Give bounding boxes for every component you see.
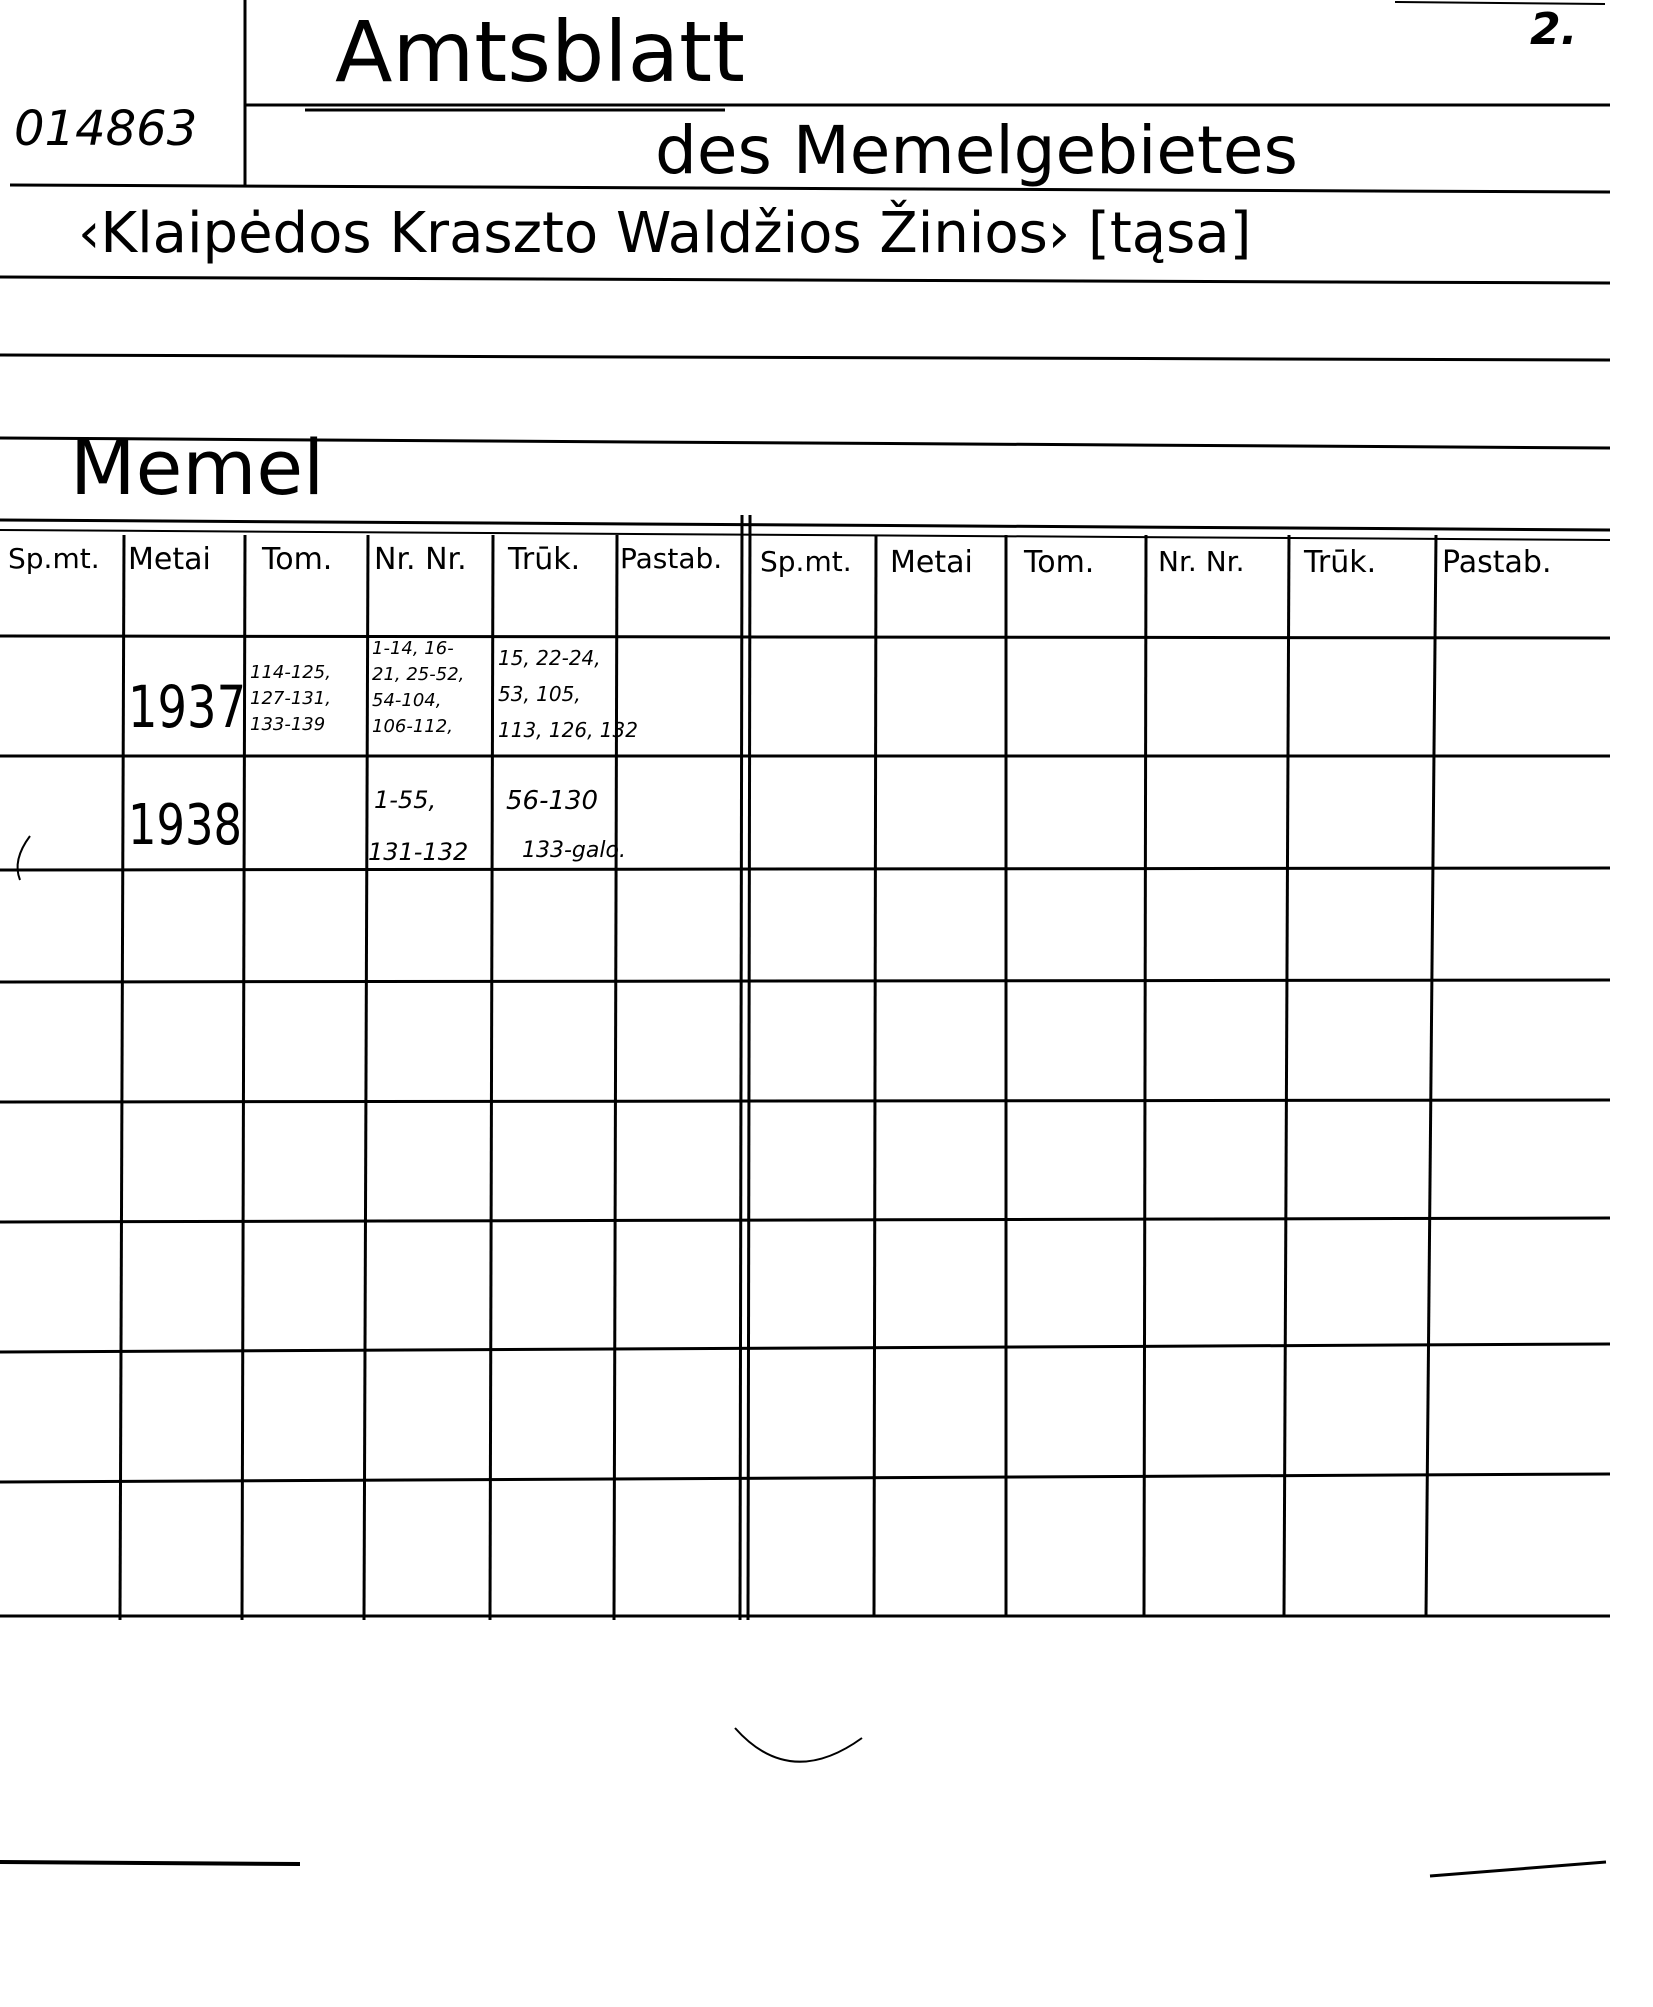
row-line-4 (0, 980, 1610, 982)
row-1938-truk-1: 56-130 (506, 786, 599, 816)
header-truk-right: Trūk. (1304, 545, 1377, 580)
table-top-2 (0, 530, 1610, 540)
col-line-5 (614, 535, 617, 1620)
row-1938-nrnr-2: 131-132 (368, 838, 469, 866)
row-1937-nrnr-3: 54-104, (372, 690, 442, 711)
bottom-rule-right (1430, 1862, 1606, 1876)
table-top-1 (0, 520, 1610, 530)
center-divider-2 (748, 515, 750, 1620)
row-1937-nrnr-1: 1-14, 16- (372, 638, 454, 659)
col-line-8 (1144, 535, 1146, 1616)
punch-hole-mark (735, 1728, 862, 1762)
header-pastab-right: Pastab. (1442, 545, 1552, 580)
col-line-9 (1284, 535, 1289, 1616)
header-nrnr-right: Nr. Nr. (1158, 545, 1245, 578)
col-line-6 (874, 535, 876, 1616)
row-1938-metai: 1938 (128, 793, 243, 858)
header-rule-4 (0, 355, 1610, 360)
col-line-10 (1426, 535, 1436, 1616)
title-line-3: ‹Klaipėdos Kraszto Waldžios Žinios› [tąsa] (78, 201, 1252, 266)
row-1937-tom-2: 127-131, (250, 688, 331, 709)
header-tom-right: Tom. (1024, 545, 1095, 580)
row-line-6 (0, 1218, 1610, 1222)
header-pastab-left: Pastab. (620, 542, 723, 575)
page-number: 2. (1530, 4, 1578, 55)
col-line-4 (490, 535, 493, 1620)
row-1937-truk-2: 53, 105, (498, 682, 581, 706)
header-truk-left: Trūk. (508, 542, 581, 577)
bottom-rule-left (0, 1862, 300, 1864)
row-1937-truk-3: 113, 126, 132 (498, 718, 638, 742)
header-rule-3 (0, 277, 1610, 283)
row-1937-tom-3: 133-139 (250, 714, 326, 735)
row-1937-tom-1: 114-125, (250, 662, 331, 683)
row-line-3 (0, 868, 1610, 870)
tick-mark (18, 836, 30, 880)
row-1938-truk-2: 133-galo. (522, 838, 626, 863)
row-line-5 (0, 1100, 1610, 1102)
row-1937-nrnr-4: 106-112, (372, 716, 453, 737)
row-1937-truk-1: 15, 22-24, (498, 646, 601, 670)
row-1938-nrnr-1: 1-55, (374, 786, 437, 814)
header-nrnr-left: Nr. Nr. (374, 542, 467, 577)
center-divider-1 (740, 515, 742, 1620)
header-tom-left: Tom. (262, 542, 333, 577)
title-line-2: des Memelgebietes (655, 112, 1298, 189)
header-metai-right: Metai (890, 545, 973, 580)
header-sp-mt-right: Sp.mt. (760, 545, 852, 578)
catalog-number: 014863 (14, 101, 198, 157)
row-1937-nrnr-2: 21, 25-52, (372, 664, 465, 685)
row-line-1 (0, 636, 1610, 638)
row-1937-metai: 1937 (128, 673, 247, 741)
title-line-1: Amtsblatt (335, 3, 745, 101)
header-sp-mt-left: Sp.mt. (8, 542, 100, 575)
place-name: Memel (70, 423, 325, 512)
col-line-1 (120, 535, 124, 1620)
header-metai-left: Metai (128, 542, 211, 577)
col-line-3 (364, 535, 368, 1620)
